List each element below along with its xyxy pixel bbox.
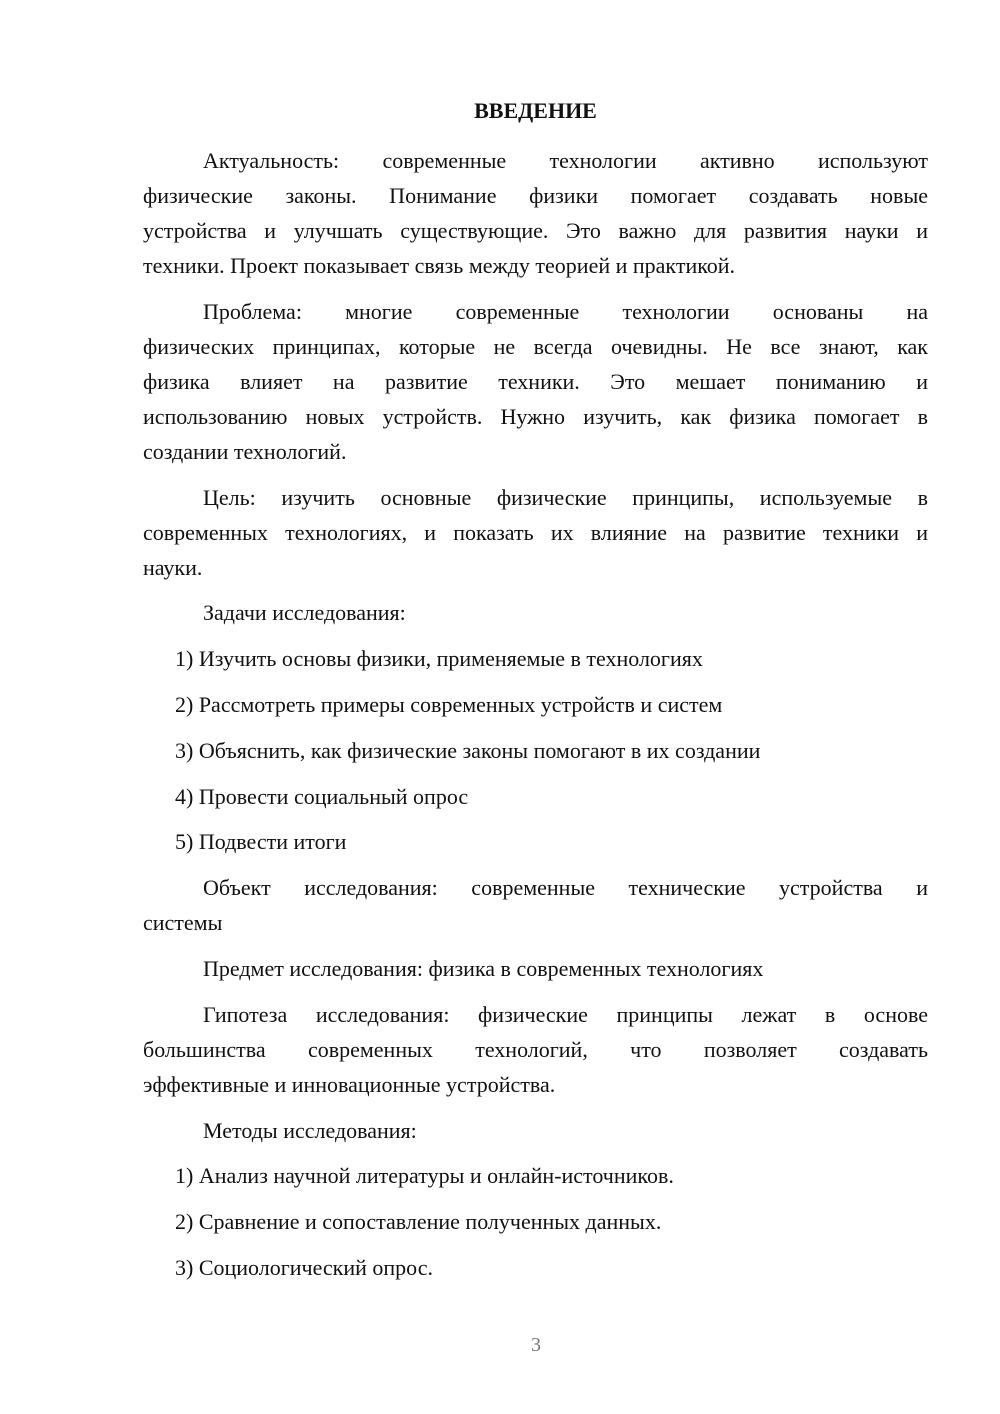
list-item	[143, 1204, 928, 1239]
paragraph	[143, 1113, 928, 1148]
list-item	[143, 641, 928, 676]
list-item	[143, 824, 928, 859]
text-line: Цель: изучить основные физические принципы, используемые в	[203, 484, 928, 510]
paragraph	[143, 595, 928, 630]
text-line: системы	[143, 910, 223, 936]
text-line: физические законы. Понимание физики помогает создавать новые	[143, 183, 928, 208]
list-item	[143, 687, 928, 722]
text-line: техники. Проект показывает связь между теорией и практикой.	[143, 253, 736, 278]
text-line: 3) Объяснить, как физические законы помогают в их создании	[175, 737, 761, 763]
list-item	[143, 733, 928, 768]
paragraph	[143, 294, 928, 469]
text-line: физика влияет на развитие техники. Это мешает пониманию и	[143, 368, 928, 394]
paragraph	[143, 951, 928, 986]
text-line: Предмет исследования: физика в современных технологиях	[203, 955, 764, 981]
text-line: эффективные и инновационные устройства.	[143, 1071, 556, 1097]
text-line: Гипотеза исследования: физические принципы лежат в основе	[203, 1001, 928, 1027]
text-line: Методы исследования:	[203, 1117, 417, 1143]
paragraph	[143, 870, 928, 940]
document-body	[143, 143, 928, 1285]
text-line: науки.	[143, 554, 203, 580]
text-line: Объект исследования: современные технические устройства и	[203, 875, 928, 901]
text-line: устройства и улучшать существующие. Это важно для развития науки и	[143, 218, 928, 243]
text-line: физических принципах, которые не всегда очевидны. Не все знают, как	[143, 333, 928, 359]
text-line: создании технологий.	[143, 438, 347, 464]
text-line: 1) Анализ научной литературы и онлайн-источников.	[175, 1163, 674, 1189]
list-item	[143, 1158, 928, 1193]
list-item	[143, 1250, 928, 1285]
text-line: большинства современных технологий, что позволяет создавать	[143, 1036, 928, 1062]
paragraph	[143, 997, 928, 1102]
text-line: 4) Провести социальный опрос	[175, 783, 469, 809]
text-line: Актуальность: современные технологии активно используют	[203, 148, 928, 173]
text-line: Проблема: многие современные технологии основаны на	[203, 298, 928, 324]
text-line: Задачи исследования:	[203, 600, 406, 626]
text-line: использованию новых устройств. Нужно изучить, как физика помогает в	[143, 403, 928, 429]
list-item	[143, 779, 928, 814]
text-line: 3) Социологический опрос.	[175, 1254, 433, 1280]
document-page	[143, 93, 928, 1296]
text-line: 2) Рассмотреть примеры современных устройств и систем	[175, 691, 723, 717]
paragraph	[143, 480, 928, 585]
text-line: современных технологиях, и показать их влияние на развитие техники и	[143, 519, 928, 545]
text-line: 2) Сравнение и сопоставление полученных данных.	[175, 1209, 662, 1235]
text-line: 1) Изучить основы физики, применяемые в технологиях	[175, 646, 703, 672]
paragraph	[143, 143, 928, 283]
text-line: 5) Подвести итоги	[175, 829, 347, 855]
page-title: ВВЕДЕНИЕ	[474, 98, 597, 123]
page-number: 3	[531, 1334, 541, 1356]
